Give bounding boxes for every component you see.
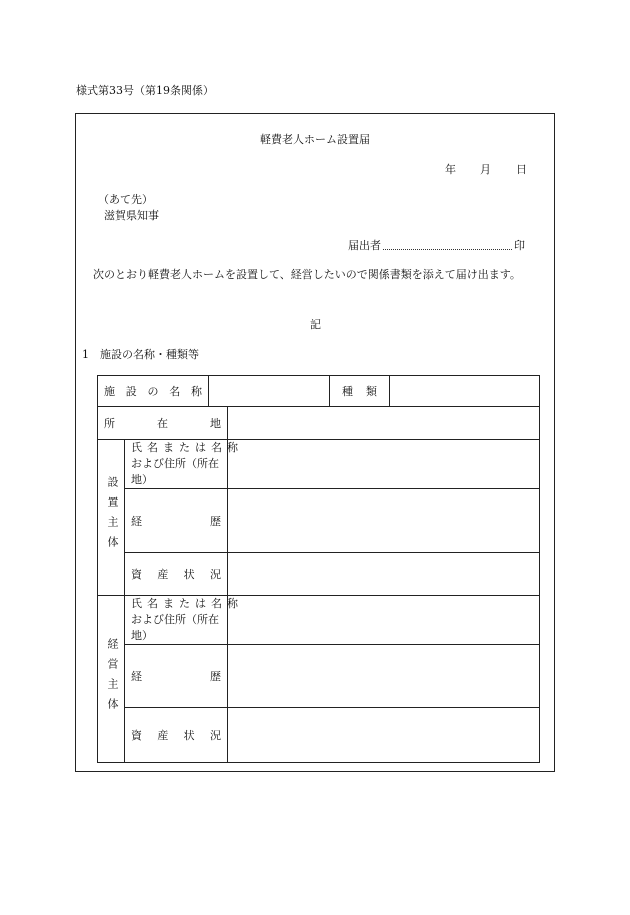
operating-history-input[interactable] [228, 645, 540, 708]
form-number: 様式第33号（第19条関係） [76, 84, 214, 97]
form-title: 軽費老人ホーム設置届 [260, 133, 370, 146]
facility-name-label: 施 設 の 名 称 [98, 376, 209, 407]
section-heading: 1 施設の名称・種類等 [82, 348, 199, 361]
operating-assets-label: 資 産 状 況 [125, 708, 228, 763]
operating-entity-label: 経営主体 [98, 596, 125, 763]
table-row [98, 645, 540, 708]
setup-history-label: 経 歴 [125, 489, 228, 553]
date-day: 日 [516, 163, 527, 176]
addressee-name: 滋賀県知事 [104, 209, 159, 222]
facility-name-input[interactable] [209, 376, 330, 407]
setup-assets-label: 資 産 状 況 [125, 553, 228, 596]
operating-name-input[interactable] [228, 596, 540, 645]
setup-assets-input[interactable] [228, 553, 540, 596]
ki-heading: 記 [310, 318, 321, 331]
seal-mark: 印 [514, 239, 525, 252]
applicant-signature-line[interactable] [383, 249, 512, 250]
date-year: 年 [445, 163, 456, 176]
date-month: 月 [480, 163, 491, 176]
body-text: 次のとおり軽費老人ホームを設置して、経営したいので関係書類を添えて届け出ます。 [93, 268, 521, 281]
operating-assets-input[interactable] [228, 708, 540, 763]
table-row [98, 553, 540, 596]
table-row [98, 440, 540, 489]
table-row [98, 708, 540, 763]
setup-history-input[interactable] [228, 489, 540, 553]
facility-table [97, 375, 540, 763]
setup-name-input[interactable] [228, 440, 540, 489]
table-row [98, 596, 540, 645]
setup-entity-label: 設置主体 [98, 440, 125, 596]
setup-name-label: 氏 名 ま た は 名 称 および住所（所在地） [125, 440, 228, 489]
location-label: 所 在 地 [98, 407, 228, 440]
type-input[interactable] [390, 376, 540, 407]
applicant-label: 届出者 [348, 239, 381, 252]
location-input[interactable] [228, 407, 540, 440]
operating-name-label: 氏 名 ま た は 名 称 および住所（所在地） [125, 596, 228, 645]
type-label: 種 類 [330, 376, 390, 407]
addressee-prefix: （あて先） [98, 193, 153, 206]
table-row [98, 376, 540, 407]
operating-history-label: 経 歴 [125, 645, 228, 708]
table-row [98, 407, 540, 440]
table-row [98, 489, 540, 553]
